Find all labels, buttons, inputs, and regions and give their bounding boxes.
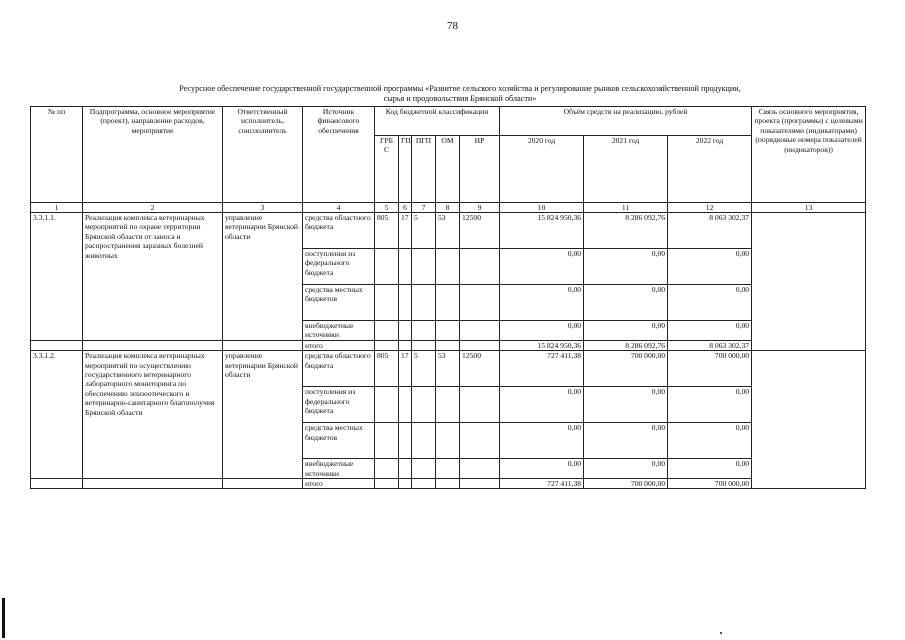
code-pgp: [412, 321, 436, 341]
code-pgp: [412, 387, 436, 423]
indicator-link: [752, 351, 866, 489]
activity-responsible: управление ветеринарии Брянской области: [223, 213, 303, 341]
empty-cell: [375, 340, 399, 350]
amount-2021: 0,00: [584, 387, 668, 423]
code-om: [436, 423, 460, 459]
code-om: [436, 285, 460, 321]
total-label: итого: [303, 340, 375, 350]
total-2021: 700 000,00: [584, 479, 668, 489]
code-gp: 17: [399, 351, 412, 387]
code-pgp: [412, 285, 436, 321]
header-npp: № пп: [31, 107, 83, 203]
funding-source: средства местных бюджетов: [303, 423, 375, 459]
code-pgp: 5: [412, 213, 436, 249]
amount-2021: 0,00: [584, 321, 668, 341]
header-om: ОМ: [436, 136, 460, 203]
amount-2022: 700 000,00: [668, 351, 752, 387]
activity-name: Реализация комплекса ветеринарных мероприятий по охране территории Брянской области от заноса и распространения заразных болезней животных: [83, 213, 223, 341]
code-om: 53: [436, 351, 460, 387]
col-number: 3: [223, 203, 303, 213]
empty-cell: [460, 479, 500, 489]
header-2022: 2022 год: [668, 136, 752, 203]
amount-2022: 0,00: [668, 321, 752, 341]
header-np: НР: [460, 136, 500, 203]
code-grbs: 805: [375, 213, 399, 249]
empty-cell: [83, 340, 223, 350]
code-np: 12500: [460, 351, 500, 387]
code-grbs: [375, 285, 399, 321]
col-number: 1: [31, 203, 83, 213]
empty-cell: [436, 479, 460, 489]
col-number: 11: [584, 203, 668, 213]
total-row: [31, 340, 866, 350]
table-row: [31, 351, 866, 387]
scan-edge-mark: [2, 598, 5, 638]
code-np: [460, 249, 500, 285]
code-gp: [399, 423, 412, 459]
amount-2021: 700 000,00: [584, 351, 668, 387]
col-number: 8: [436, 203, 460, 213]
code-gp: [399, 321, 412, 341]
code-np: [460, 459, 500, 479]
empty-cell: [31, 479, 83, 489]
total-2020: 727 411,38: [500, 479, 584, 489]
scan-dot: [720, 632, 722, 634]
amount-2021: 8 286 092,76: [584, 213, 668, 249]
header-pgp: ПГП: [412, 136, 436, 203]
code-np: [460, 285, 500, 321]
col-number: 7: [412, 203, 436, 213]
empty-cell: [399, 340, 412, 350]
total-2021: 8 286 092,76: [584, 340, 668, 350]
header-responsible: Ответственный исполнитель, соисполнитель: [223, 107, 303, 203]
amount-2022: 0,00: [668, 423, 752, 459]
col-number: 12: [668, 203, 752, 213]
code-om: [436, 387, 460, 423]
activity-name: Реализация комплекса ветеринарных мероприятий по осуществлению государственного ветеринарного лабораторного мониторинга по обеспечению эпизоотического и ветеринарно-санитарного благополучия Брянской области: [83, 351, 223, 479]
amount-2020: 15 824 950,36: [500, 213, 584, 249]
funding-source: средства областного бюджета: [303, 213, 375, 249]
funding-source: средства местных бюджетов: [303, 285, 375, 321]
amount-2021: 0,00: [584, 285, 668, 321]
total-2020: 15 824 950,36: [500, 340, 584, 350]
amount-2020: 0,00: [500, 285, 584, 321]
resource-table: [30, 106, 866, 489]
document-title: [80, 84, 840, 104]
code-np: 12500: [460, 213, 500, 249]
funding-source: внебюджетные источники: [303, 321, 375, 341]
code-grbs: [375, 387, 399, 423]
total-2022: 700 000,00: [668, 479, 752, 489]
indicator-link: [752, 213, 866, 351]
amount-2020: 0,00: [500, 423, 584, 459]
code-grbs: [375, 459, 399, 479]
empty-cell: [460, 340, 500, 350]
code-grbs: [375, 423, 399, 459]
amount-2020: 0,00: [500, 459, 584, 479]
code-om: 53: [436, 213, 460, 249]
code-pgp: 5: [412, 351, 436, 387]
header-link: Связь основного мероприятия, проекта (программы) с целевыми показателями (индикаторами) (порядковые номера показателей (индикаторов)): [752, 107, 866, 203]
col-number: 13: [752, 203, 866, 213]
code-grbs: [375, 321, 399, 341]
total-label: итого: [303, 479, 375, 489]
funding-source: средства областного бюджета: [303, 351, 375, 387]
col-number: 10: [500, 203, 584, 213]
code-grbs: 805: [375, 351, 399, 387]
activity-number: 3.3.1.2.: [31, 351, 83, 479]
code-gp: [399, 285, 412, 321]
empty-cell: [412, 479, 436, 489]
code-gp: [399, 249, 412, 285]
total-2022: 8 063 302,37: [668, 340, 752, 350]
code-om: [436, 249, 460, 285]
amount-2020: 0,00: [500, 249, 584, 285]
title-line-2: сырья и продовольствия Брянской области»: [383, 94, 537, 103]
activity-number: 3.3.1.1.: [31, 213, 83, 341]
header-volume: Объём средств на реализацию, рублей: [500, 107, 752, 136]
code-pgp: [412, 459, 436, 479]
header-grbs: ГРБ С: [375, 136, 399, 203]
funding-source: поступления из федерального бюджета: [303, 249, 375, 285]
code-om: [436, 459, 460, 479]
code-gp: 17: [399, 213, 412, 249]
amount-2022: 8 063 302,37: [668, 213, 752, 249]
code-grbs: [375, 249, 399, 285]
amount-2022: 0,00: [668, 459, 752, 479]
header-subprogram: Подпрограмма, основное мероприятие (проект), направление расходов, мероприятие: [83, 107, 223, 203]
empty-cell: [436, 340, 460, 350]
title-line-1: Ресурсное обеспечение государственной государственной программы «Развитие сельского хозяйства и регулирование рынков сельскохозяйственной продукции,: [179, 84, 741, 93]
header-budget-code: Код бюджетной классификации: [375, 107, 500, 136]
code-np: [460, 387, 500, 423]
amount-2021: 0,00: [584, 423, 668, 459]
header-2020: 2020 год: [500, 136, 584, 203]
column-number-row: [31, 203, 866, 213]
amount-2022: 0,00: [668, 387, 752, 423]
code-np: [460, 423, 500, 459]
amount-2022: 0,00: [668, 285, 752, 321]
code-om: [436, 321, 460, 341]
empty-cell: [31, 340, 83, 350]
col-number: 2: [83, 203, 223, 213]
amount-2021: 0,00: [584, 249, 668, 285]
code-gp: [399, 459, 412, 479]
table-row: [31, 213, 866, 249]
col-number: 5: [375, 203, 399, 213]
amount-2020: 727 411,38: [500, 351, 584, 387]
amount-2022: 0,00: [668, 249, 752, 285]
total-row: [31, 479, 866, 489]
amount-2020: 0,00: [500, 321, 584, 341]
code-gp: [399, 387, 412, 423]
col-number: 4: [303, 203, 375, 213]
code-pgp: [412, 423, 436, 459]
empty-cell: [375, 479, 399, 489]
empty-cell: [223, 340, 303, 350]
header-gp: ГП: [399, 136, 412, 203]
code-np: [460, 321, 500, 341]
funding-source: внебюджетные источники: [303, 459, 375, 479]
empty-cell: [83, 479, 223, 489]
empty-cell: [412, 340, 436, 350]
col-number: 9: [460, 203, 500, 213]
amount-2020: 0,00: [500, 387, 584, 423]
page-number: 78: [447, 20, 458, 32]
header-source: Источник финансового обеспечения: [303, 107, 375, 203]
header-2021: 2021 год: [584, 136, 668, 203]
code-pgp: [412, 249, 436, 285]
funding-source: поступления из федерального бюджета: [303, 387, 375, 423]
activity-responsible: управление ветеринарии Брянской области: [223, 351, 303, 479]
empty-cell: [399, 479, 412, 489]
amount-2021: 0,00: [584, 459, 668, 479]
col-number: 6: [399, 203, 412, 213]
empty-cell: [223, 479, 303, 489]
